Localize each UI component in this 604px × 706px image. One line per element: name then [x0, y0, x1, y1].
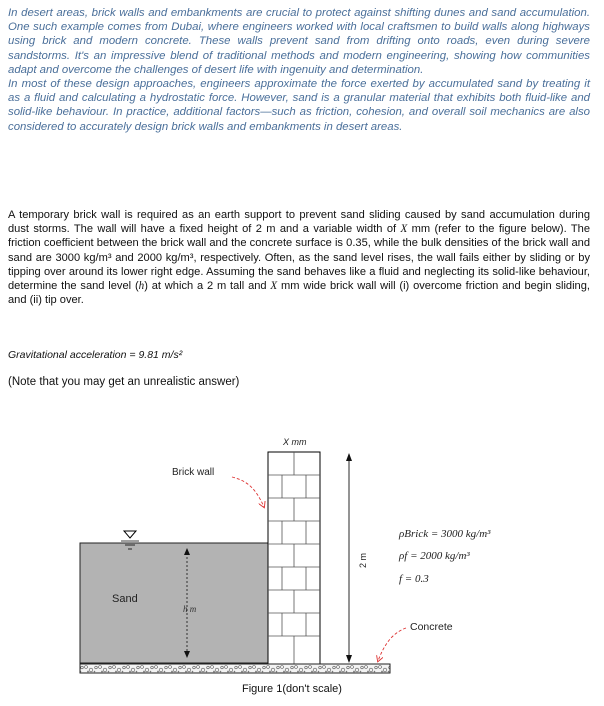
- problem-text-2: mm (refer to the figure below). The friction coefficient between the brick wall and the concrete surface is 0.35, while the bulk densities of the brick wall and sand are 3000 kg/m³ and 2000 kg/m³, respectively. Often, as the sand level rises, the wall fails either by sliding or by tipping over around its lower right edge. Assuming the sand behaves like a fluid and neglecting its solid-like behaviour, determine the sand level (: [8, 223, 591, 293]
- rho-brick-label: ρBrick = 3000 kg/m³: [399, 528, 491, 540]
- sand-label: Sand: [112, 593, 138, 605]
- height-dimension: [346, 453, 352, 663]
- width-label: X mm: [283, 437, 307, 447]
- rho-sand-label: ρf = 2000 kg/m³: [399, 550, 470, 562]
- height-label: 2 m: [358, 552, 368, 568]
- gravity-note: Gravitational acceleration = 9.81 m/s²: [8, 349, 183, 361]
- intro-paragraph-1: In desert areas, brick walls and embankments are crucial to protect against shifting dunes and sand accumulation. One such example comes from Dubai, where engineers worked with local craftsmen to build walls along highways using brick and modern concrete. These walls prevent sand from drifting onto roads, even during severe sandstorms. It's an impressive blend of traditional methods and modern engineering, showing how communities adapt and overcome the challenges of desert life with ingenuity and determination.: [8, 7, 590, 76]
- brick-wall-label: Brick wall: [172, 467, 215, 478]
- sand-body: [80, 543, 268, 663]
- problem-text-4: mm wide brick wall will (i) overcome friction and begin sliding, and (ii) tip over.: [8, 280, 590, 307]
- concrete-pointer: [378, 628, 406, 661]
- problem-variable-x: X: [400, 223, 408, 236]
- intro-paragraph-2: In most of these design approaches, engineers approximate the force exerted by accumulated sand by treating it as a fluid and calculating a hydrostatic force. However, sand is a granular material that exhibits both fluid-like and solid-like behaviour. In practice, additional factors—such as friction, cohesion, and overall soil mechanics are also considered to accurately design brick walls and embankments in desert areas.: [8, 78, 590, 133]
- intro-text: [8, 6, 590, 134]
- figure-1-diagram: [0, 425, 604, 683]
- problem-statement: [8, 208, 590, 307]
- friction-label: f = 0.3: [399, 573, 429, 585]
- brick-wall-pointer: [232, 477, 264, 507]
- problem-variable-x-2: X: [270, 280, 278, 293]
- problem-text-3: ) at which a 2 m tall and: [144, 280, 271, 293]
- unrealistic-note: (Note that you may get an unrealistic answer): [8, 376, 240, 388]
- h-label: h m: [183, 604, 197, 614]
- problem-variable-h: h: [138, 280, 145, 293]
- concrete-ground: [80, 664, 390, 673]
- brick-wall: [268, 452, 320, 664]
- concrete-label: Concrete: [410, 621, 453, 633]
- figure-caption: Figure 1(don't scale): [242, 683, 342, 695]
- problem-text-1: A temporary brick wall is required as an earth support to prevent sand sliding caused by sand accumulation during dust storms. The wall will have a fixed height of 2 m and a variable width of: [8, 209, 590, 236]
